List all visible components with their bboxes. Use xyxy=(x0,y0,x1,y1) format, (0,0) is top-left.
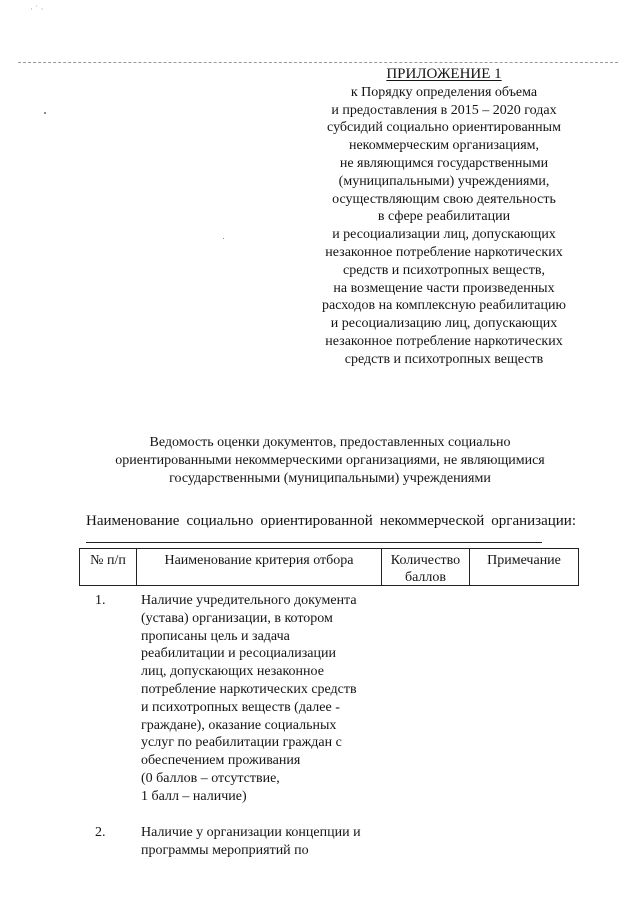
appendix-line: в сфере реабилитации xyxy=(377,209,511,225)
row-criterion xyxy=(141,592,391,806)
appendix-line: средств и психотропных веществ xyxy=(344,351,544,367)
row-criterion xyxy=(141,824,391,860)
header-note: Примечание xyxy=(487,553,561,568)
criterion-line: потребление наркотических средств xyxy=(141,681,357,697)
organization-name-field-line xyxy=(86,542,542,543)
scan-artifact: · ˙ · xyxy=(30,4,44,14)
appendix-block xyxy=(292,66,596,369)
header-criterion: Наименование критерия отбора xyxy=(137,549,382,585)
criterion-line: прописаны цель и задача xyxy=(141,628,290,644)
appendix-line: (муниципальными) учреждениями, xyxy=(338,173,550,189)
appendix-line: не являющимся государственными xyxy=(339,155,549,171)
criterion-line: программы мероприятий по xyxy=(141,842,309,858)
row-number: 2. xyxy=(95,825,106,840)
header-points: Количество баллов xyxy=(382,549,470,585)
criteria-table-header xyxy=(79,548,579,586)
criterion-line: реабилитации и ресоциализации xyxy=(141,646,336,662)
appendix-line: и ресоциализации лиц, допускающих xyxy=(332,227,556,243)
appendix-line: средств и психотропных веществ, xyxy=(343,262,545,278)
scan-speck xyxy=(44,112,46,114)
appendix-line: и ресоциализацию лиц, допускающих xyxy=(330,316,558,332)
appendix-title: ПРИЛОЖЕНИЕ 1 xyxy=(386,66,502,82)
header-number: № п/п xyxy=(80,549,137,585)
criterion-line: Наличие у организации концепции и xyxy=(141,825,361,840)
criterion-line: (устава) организации, в котором xyxy=(141,610,333,626)
scan-speck xyxy=(223,238,224,239)
criterion-line: и психотропных веществ (далее - xyxy=(141,699,340,715)
criterion-line: (0 баллов – отсутствие, xyxy=(141,770,280,786)
appendix-line: на возмещение части произведенных xyxy=(333,280,555,296)
appendix-line: осуществляющим свою деятельность xyxy=(332,191,556,207)
appendix-line: к Порядку определения объема xyxy=(350,84,538,100)
criterion-line: Наличие учредительного документа xyxy=(141,593,357,608)
criterion-line: лиц, допускающих незаконное xyxy=(141,664,324,680)
row-number: 1. xyxy=(95,593,106,608)
criterion-line: граждане), оказание социальных xyxy=(141,717,337,733)
appendix-line: некоммерческим организациям, xyxy=(348,138,540,154)
criterion-line: 1 балл – наличие) xyxy=(141,788,247,804)
appendix-line: незаконное потребление наркотических xyxy=(325,244,563,260)
appendix-line: и предоставления в 2015 – 2020 годах xyxy=(331,102,557,118)
appendix-line: незаконное потребление наркотических xyxy=(325,333,563,349)
appendix-line: расходов на комплексную реабилитацию xyxy=(322,298,566,314)
heading-line: Ведомость оценки документов, предоставленных социально xyxy=(149,435,511,450)
appendix-line: субсидий социально ориентированным xyxy=(327,120,561,136)
heading-line: государственными (муниципальными) учреждениями xyxy=(169,471,491,486)
organization-name-label: Наименование социально ориентированной некоммерческой организации: xyxy=(86,513,576,529)
heading-line: ориентированными некоммерческими организациями, не являющимися xyxy=(115,453,545,468)
scan-artifact-line xyxy=(18,62,618,63)
document-heading xyxy=(80,434,580,488)
criterion-line: услуг по реабилитации граждан с xyxy=(141,735,342,751)
criterion-line: обеспечением проживания xyxy=(141,753,301,769)
